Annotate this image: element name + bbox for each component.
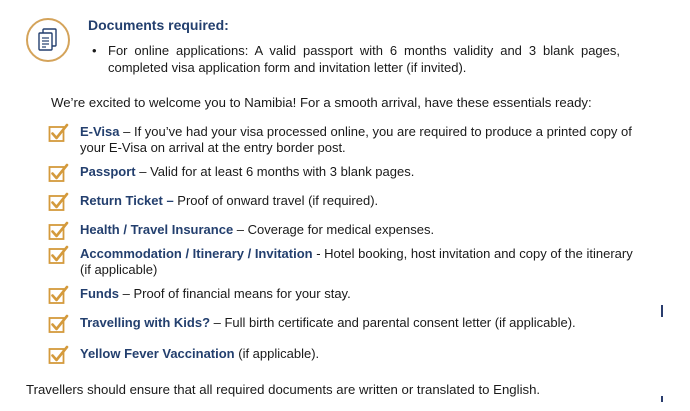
documents-icon <box>26 18 70 62</box>
checkbox-checked-icon <box>48 345 69 366</box>
checklist-item-label: Passport <box>80 164 136 179</box>
checklist-item-text: – If you’ve had your visa processed online, you are required to produce a printed copy of your E-Visa on arrival at the entry border post. <box>80 124 632 155</box>
checklist-item-label: Travelling with Kids? <box>80 315 211 330</box>
checklist-item-label: Accommodation / Itinerary / Invitation <box>80 246 313 261</box>
checkbox-checked-icon <box>48 285 69 306</box>
documents-title: Documents required: <box>88 17 229 33</box>
checkbox-checked-icon <box>48 192 69 213</box>
checklist-item-text: – Full birth certificate and parental consent letter (if applicable). <box>210 315 576 330</box>
edge-mark <box>661 396 663 402</box>
checklist-item-label: Funds <box>80 286 119 301</box>
checklist-item-text: Proof of onward travel (if required). <box>173 193 379 208</box>
checklist-item-text: – Coverage for medical expenses. <box>233 222 435 237</box>
checklist-item-text: – Proof of financial means for your stay. <box>119 286 351 301</box>
edge-mark <box>661 305 663 317</box>
checklist-item-text: – Valid for at least 6 months with 3 blank pages. <box>135 164 415 179</box>
checkbox-checked-icon <box>48 314 69 335</box>
footer-note: Travellers should ensure that all required documents are written or translated to English. <box>26 382 541 397</box>
checkbox-checked-icon <box>48 221 69 242</box>
checklist-item-label: E-Visa <box>80 124 120 139</box>
documents-bullet: • For online applications: A valid passport with 6 months validity and 3 blank pages, completed visa application form and invitation letter (if invited). <box>92 42 620 76</box>
checklist-item-label: Return Ticket – <box>80 193 174 208</box>
checkbox-checked-icon <box>48 163 69 184</box>
checklist-item-label: Health / Travel Insurance <box>80 222 234 237</box>
checklist-item-label: Yellow Fever Vaccination <box>80 346 235 361</box>
checklist-item-text: (if applicable). <box>234 346 320 361</box>
checkbox-checked-icon <box>48 245 69 266</box>
checklist-item-text: - Hotel booking, host invitation and copy of the itinerary (if applicable) <box>80 246 633 277</box>
intro-text: We’re excited to welcome you to Namibia! For a smooth arrival, have these essentials ready: <box>51 95 592 110</box>
checkbox-checked-icon <box>48 123 69 144</box>
